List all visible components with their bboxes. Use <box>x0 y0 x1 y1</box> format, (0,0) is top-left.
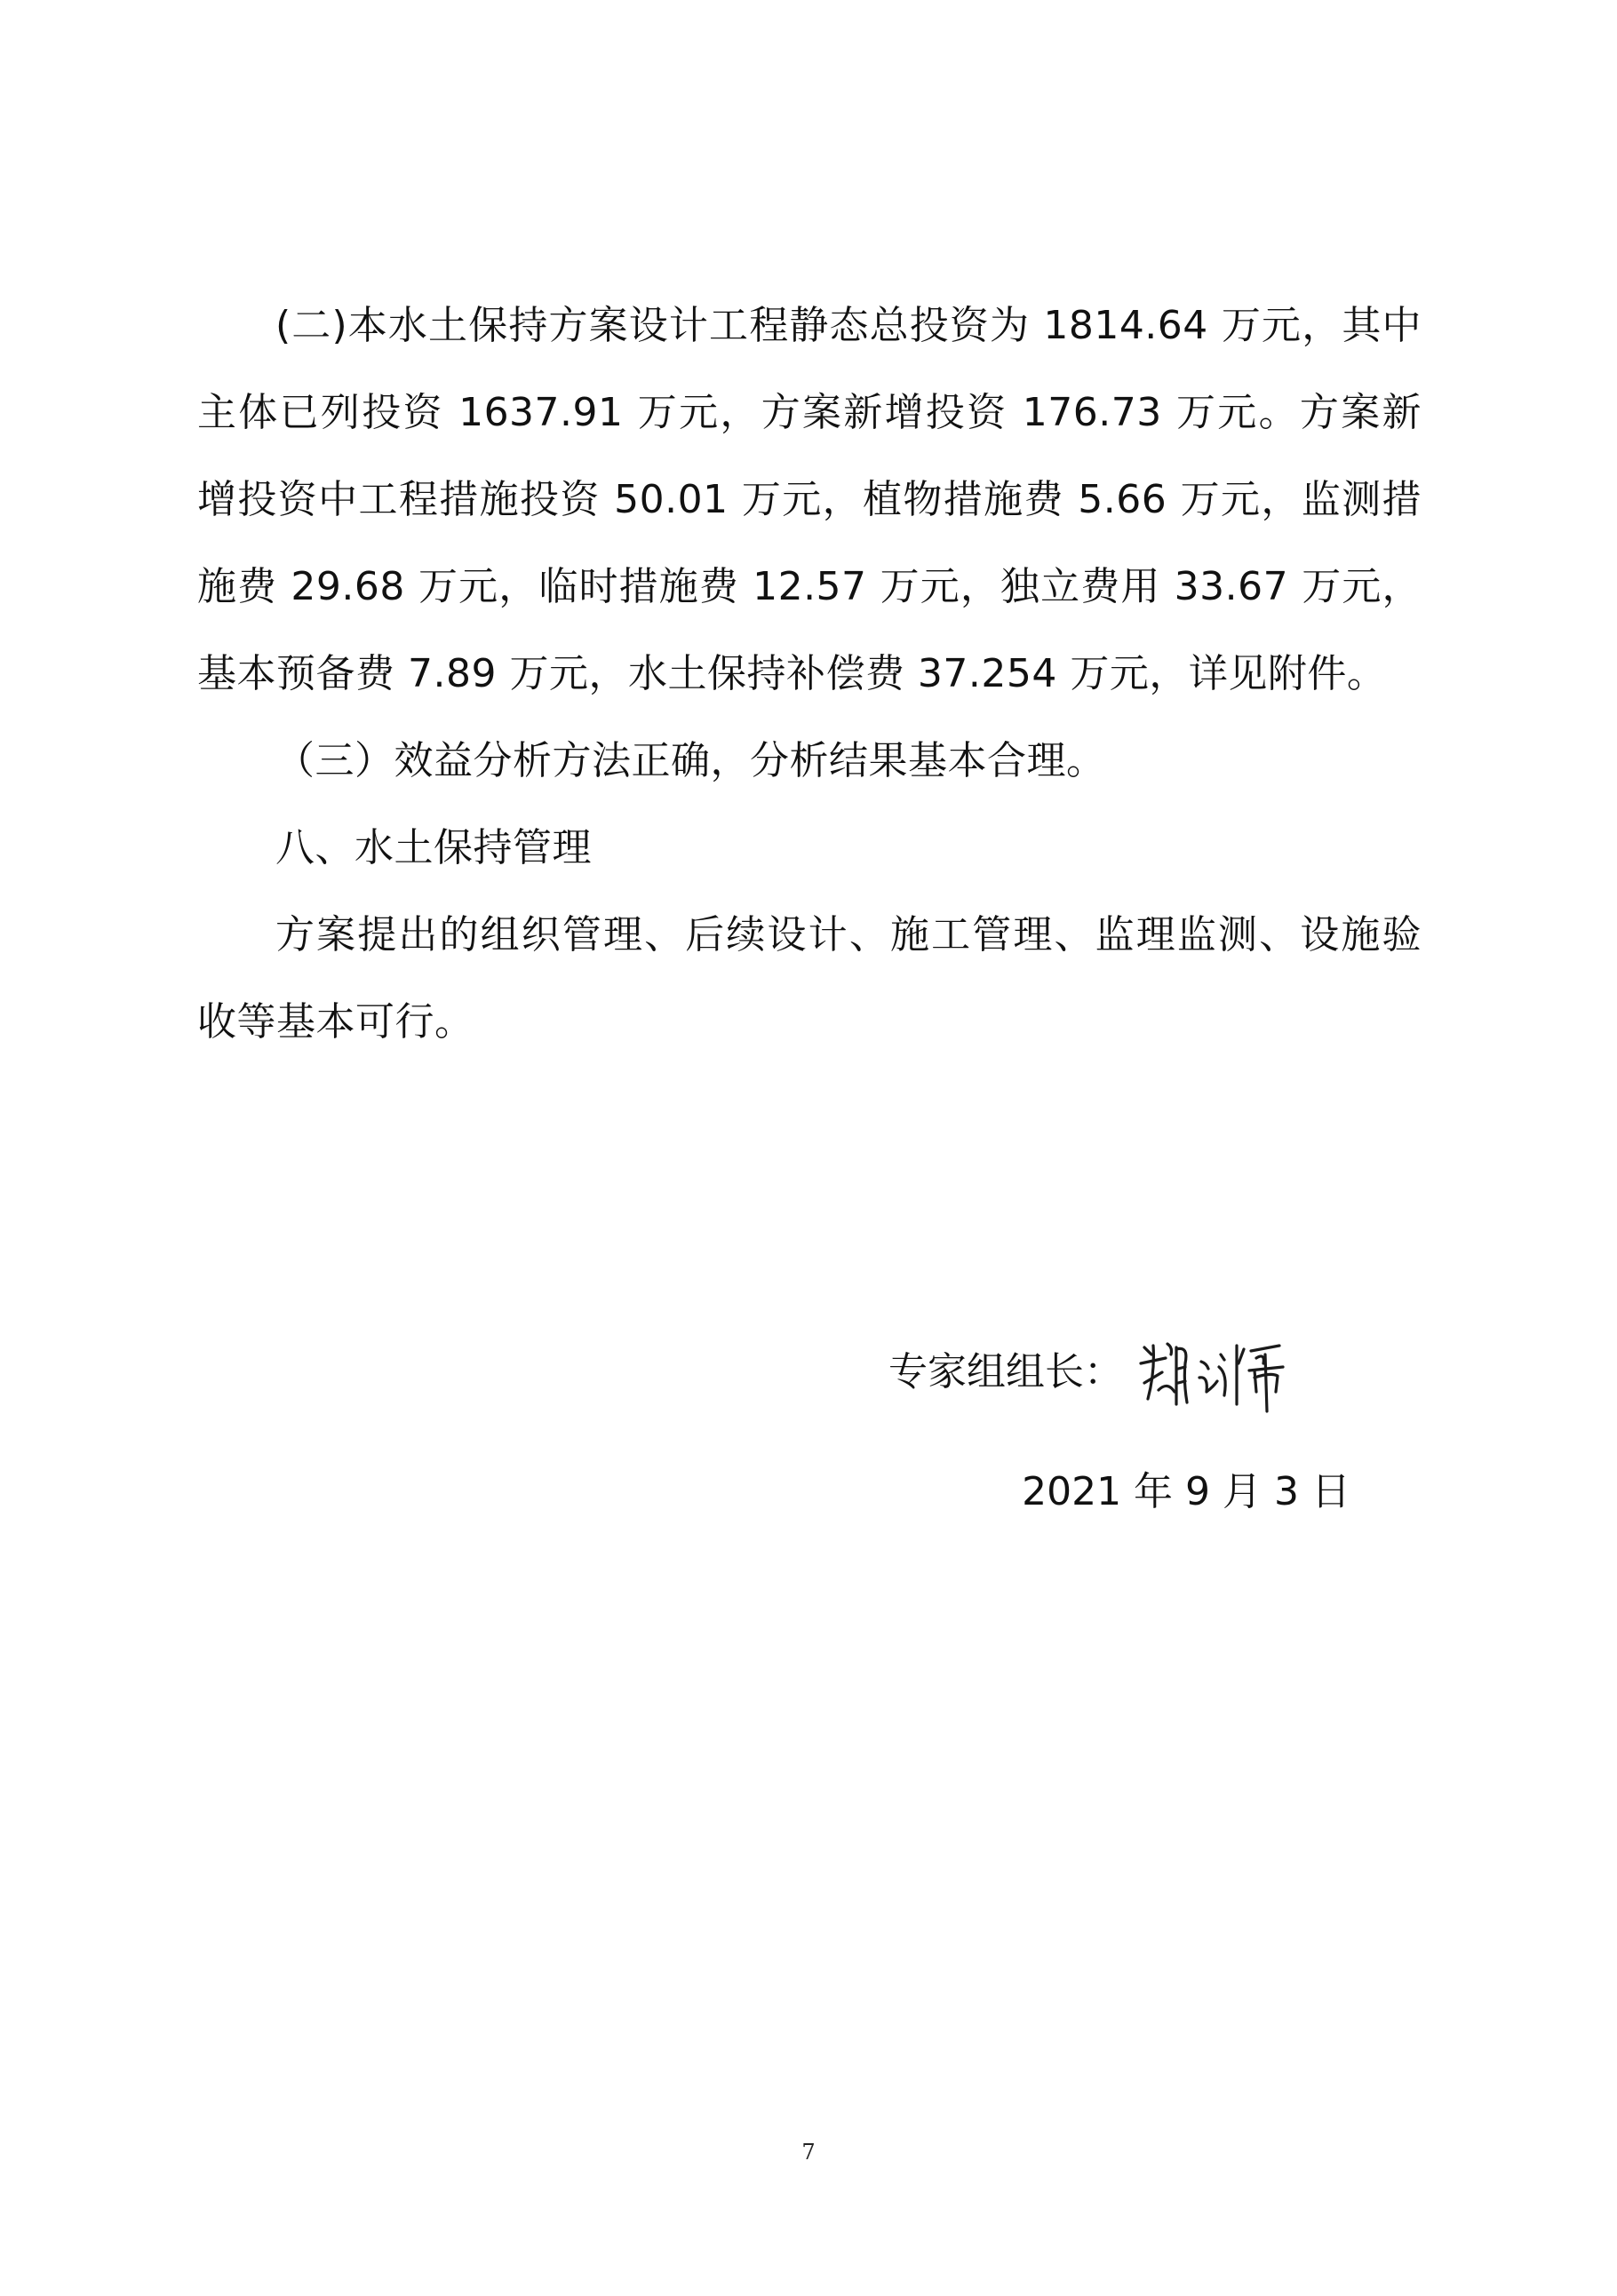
paragraph-benefit-analysis: （三）效益分析方法正确，分析结果基本合理。 <box>275 738 1106 783</box>
signature-block <box>888 1323 1350 1421</box>
document-date: 2021 年 9 月 3 日 <box>1022 1469 1350 1514</box>
paragraph-management: 方案提出的组织管理、后续设计、施工管理、监理监测、设施验收等基本可行。 <box>197 912 1422 1045</box>
paragraph-investment: (二)本水土保持方案设计工程静态总投资为 1814.64 万元，其中主体已列投资 1637.91 万元，方案新增投资 176.73 万元。方案新增投资中工程措施投资 50.01 万元，植物措施费 5.66 万元，监测措施费 29.68 万元，临时措施费 12.57 万元，独立费用 33.67 万元，基本预备费 7.89 万元，水土保持补偿费 37.254 万元，详见附件。 <box>197 303 1422 696</box>
section-heading-management: 八、水土保持管理 <box>275 825 592 870</box>
page-number: 7 <box>801 2140 816 2165</box>
signature-label: 专家组组长： <box>888 1349 1123 1394</box>
handwritten-signature <box>1132 1328 1292 1417</box>
document-body <box>197 282 1422 1066</box>
